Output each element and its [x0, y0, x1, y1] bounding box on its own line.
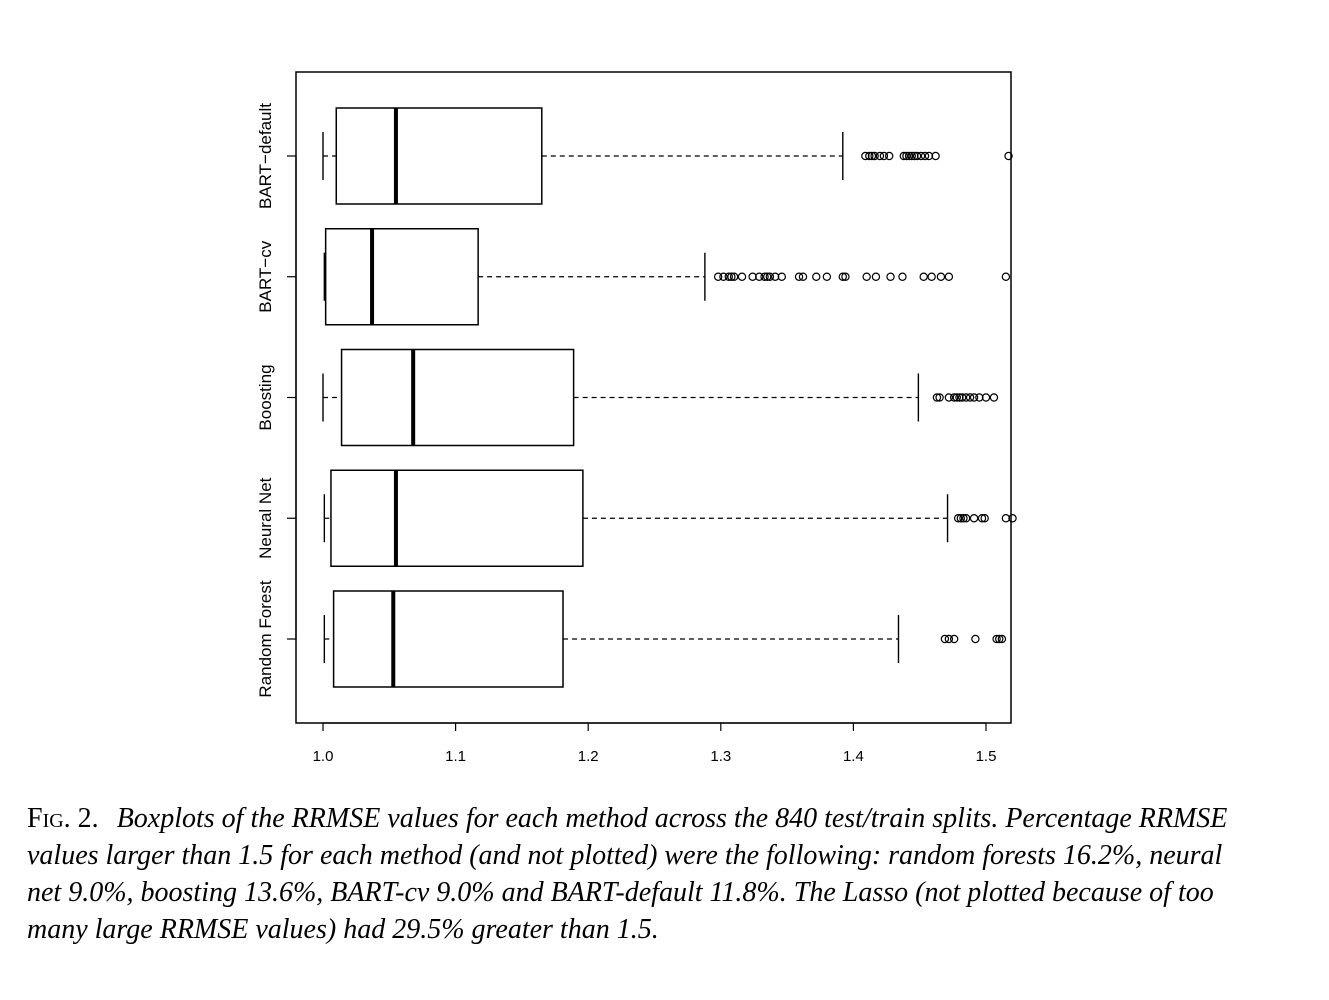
- category-label: BART−default: [256, 102, 275, 210]
- x-tick-label: 1.3: [710, 748, 732, 765]
- iqr-box: [334, 591, 563, 687]
- category-label: Neural Net: [256, 477, 275, 559]
- outlier-point: [970, 515, 977, 522]
- x-tick-label: 1.1: [445, 748, 467, 765]
- outlier-point: [920, 273, 927, 280]
- x-tick-label: 1.2: [577, 748, 599, 765]
- y-axis: [256, 103, 296, 698]
- iqr-box: [342, 350, 574, 446]
- x-tick-label: 1.0: [312, 748, 334, 765]
- outlier-point: [863, 273, 870, 280]
- outlier-point: [937, 273, 944, 280]
- iqr-box: [331, 470, 583, 566]
- outlier-point: [928, 273, 935, 280]
- category-label: Random Forest: [256, 580, 275, 698]
- outlier-point: [887, 273, 894, 280]
- x-tick-label: 1.4: [842, 748, 864, 765]
- caption-text: Boxplots of the RRMSE values for each method across the 840 test/train splits. Percentage RRMSE values larger than 1.5 for each method (and not plotted) were the following: random forests 16.2%, neural net 9.0%, boosting 13.6%, BART-cv 9.0% and BART-default 11.8%. The Lasso (not plotted because of too many large RRMSE values) had 29.5% greater than 1.5.: [27, 803, 1228, 945]
- outlier-point: [872, 273, 879, 280]
- outlier-point: [899, 273, 906, 280]
- outlier-point: [951, 635, 958, 642]
- boxes: [323, 108, 1016, 687]
- outlier-point: [738, 273, 745, 280]
- box-bart-default: [323, 108, 1012, 204]
- figure-caption: [27, 800, 1257, 948]
- iqr-box: [336, 108, 542, 204]
- outlier-point: [972, 635, 979, 642]
- outlier-point: [886, 152, 893, 159]
- category-label: Boosting: [256, 364, 275, 431]
- iqr-box: [326, 229, 478, 325]
- outlier-point: [823, 273, 830, 280]
- box-random-forest: [324, 591, 1005, 687]
- outlier-point: [1002, 273, 1009, 280]
- outlier-point: [945, 273, 952, 280]
- box-neural-net: [324, 470, 1016, 566]
- box-boosting: [323, 350, 998, 446]
- category-label: BART−cv: [256, 240, 275, 313]
- caption-label: Fig. 2.: [27, 803, 99, 834]
- outlier-point: [990, 394, 997, 401]
- outlier-point: [813, 273, 820, 280]
- x-tick-label: 1.5: [975, 748, 997, 765]
- x-axis: [313, 723, 997, 765]
- box-bart-cv: [324, 229, 1009, 325]
